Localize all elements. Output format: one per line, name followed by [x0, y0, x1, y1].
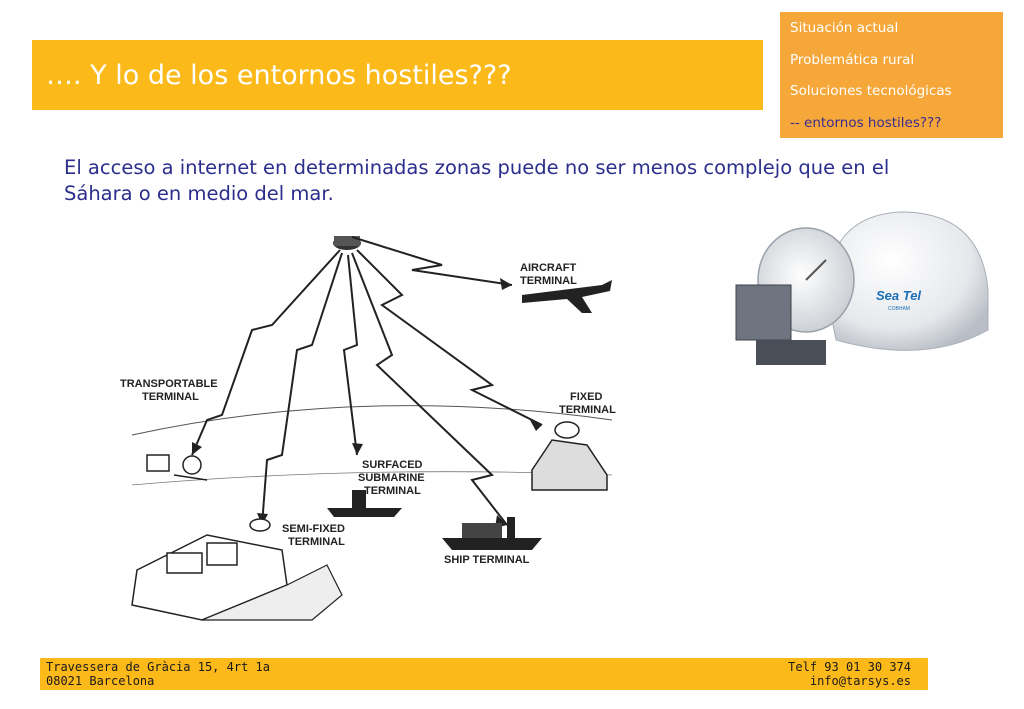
- section-nav: [780, 12, 1003, 138]
- submarine-terminal-label-1: SURFACED: [362, 459, 423, 471]
- semi-fixed-terminal-label-2: TERMINAL: [288, 536, 345, 548]
- footer-address-line-2: 08021 Barcelona: [46, 674, 155, 688]
- footer-phone: Telf 93 01 30 374: [788, 660, 911, 674]
- page-title: …. Y lo de los entornos hostiles???: [46, 59, 512, 91]
- sea-tel-antenna-image: [726, 200, 996, 390]
- transportable-terminal-label-2: TERMINAL: [142, 391, 199, 403]
- aircraft-terminal-label-1: AIRCRAFT: [520, 262, 577, 274]
- body-paragraph: El acceso a internet en determinadas zonas puede no ser menos complejo que en el Sáhara o en medio del mar.: [64, 156, 890, 205]
- transportable-terminal-label-1: TRANSPORTABLE: [120, 378, 218, 390]
- footer-email[interactable]: info@tarsys.es: [809, 674, 911, 688]
- nav-item-entornos-hostiles[interactable]: -- entornos hostiles???: [790, 114, 942, 131]
- submarine-terminal-label-2: SUBMARINE: [358, 472, 425, 484]
- transportable-terminal-icon: [147, 455, 207, 480]
- nav-item-problematica-rural[interactable]: Problemática rural: [790, 51, 915, 68]
- dish-antenna-icon: [736, 228, 854, 365]
- footer-address: [46, 660, 270, 688]
- aircraft-terminal-label-2: TERMINAL: [520, 275, 577, 287]
- footer-bar: [40, 658, 928, 690]
- submarine-terminal-label-3: TERMINAL: [364, 485, 421, 497]
- semi-fixed-terminal-label-1: SEMI-FIXED: [282, 523, 345, 535]
- sea-tel-subbrand: COBHAM: [888, 306, 910, 312]
- title-bar: [32, 40, 763, 110]
- ship-terminal-label: SHIP TERMINAL: [444, 554, 530, 566]
- nav-item-situacion-actual[interactable]: Situación actual: [790, 20, 899, 36]
- footer-contact: [788, 660, 911, 688]
- ship-icon: [442, 517, 542, 550]
- satellite-network-diagram: [112, 225, 624, 630]
- footer-address-line-1: Travessera de Gràcia 15, 4rt 1a: [46, 660, 270, 674]
- sea-tel-brand: Sea Tel: [876, 288, 922, 303]
- fixed-terminal-label-1: FIXED: [570, 391, 603, 403]
- fixed-terminal-icon: [532, 422, 607, 490]
- nav-item-soluciones-tecnologicas[interactable]: Soluciones tecnológicas: [790, 83, 952, 99]
- fixed-terminal-label-2: TERMINAL: [559, 404, 616, 416]
